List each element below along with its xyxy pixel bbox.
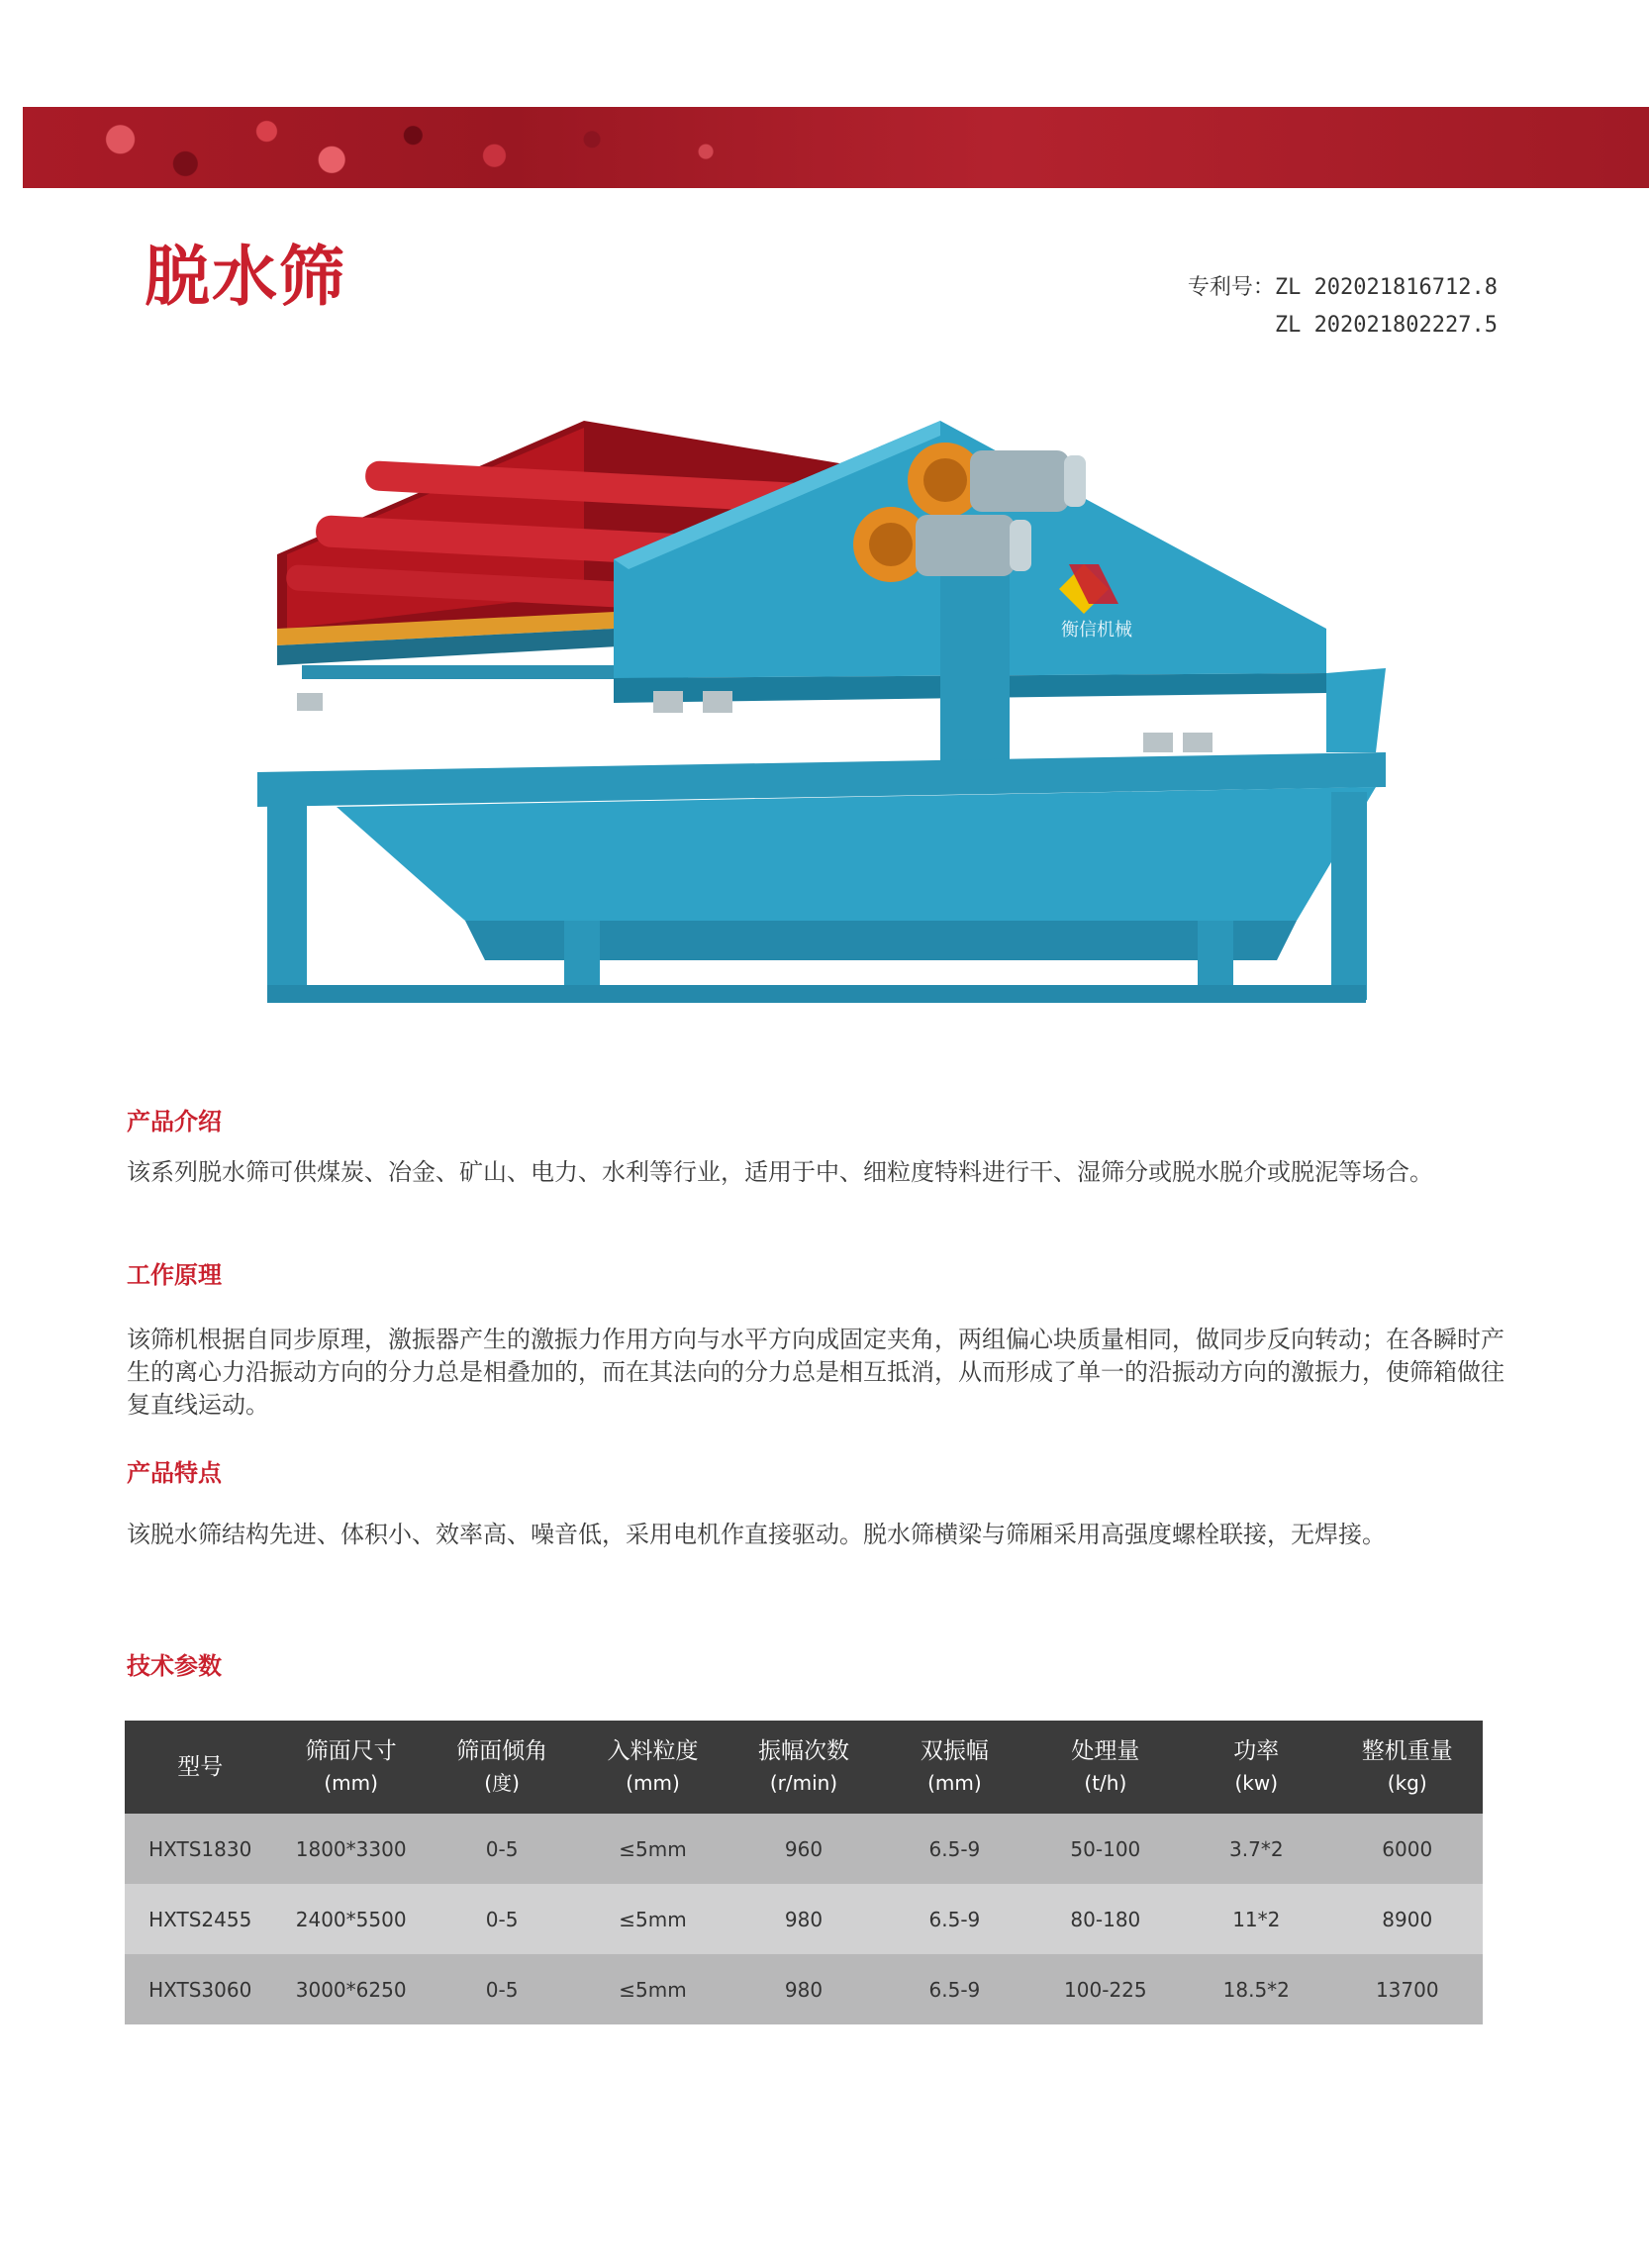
- table-header-cell: 振幅次数 (r/min): [728, 1721, 879, 1814]
- table-cell: 980: [728, 1884, 879, 1954]
- table-header-cell: 筛面尺寸 (mm): [275, 1721, 426, 1814]
- machine-logo-text: 衡信机械: [1061, 620, 1132, 641]
- table-cell: ≤5mm: [577, 1954, 728, 2024]
- features-text: 该脱水筛结构先进、体积小、效率高、噪音低，采用电机作直接驱动。脱水筛横梁与筛厢采用高强度螺栓联接，无焊接。: [127, 1521, 1386, 1548]
- table-header-cell: 处理量 (t/h): [1030, 1721, 1181, 1814]
- table-cell: 0-5: [427, 1884, 577, 1954]
- table-cell: HXTS1830: [125, 1814, 275, 1884]
- table-cell: HXTS3060: [125, 1954, 275, 2024]
- features-heading: 产品特点: [127, 1459, 222, 1487]
- spec-table: [125, 1721, 1483, 2024]
- dewatering-screen-illustration: [247, 406, 1386, 1010]
- table-cell: 6.5-9: [879, 1954, 1029, 2024]
- patent-block: [1188, 269, 1498, 345]
- table-header-cell: 双振幅 (mm): [879, 1721, 1029, 1814]
- table-cell: 18.5*2: [1181, 1954, 1331, 2024]
- table-cell: 1800*3300: [275, 1814, 426, 1884]
- principle-text: 该筛机根据自同步原理，激振器产生的激振力作用方向与水平方向成固定夹角，两组偏心块质量相同，做同步反向转动；在各瞬时产生的离心力沿振动方向的分力总是相叠加的，而在其法向的分力总是相互抵消，从而形成了单一的沿振动方向的激振力，使筛箱做往复直线运动。: [127, 1326, 1504, 1419]
- table-header-cell: 功率 (kw): [1181, 1721, 1331, 1814]
- principle-heading: 工作原理: [127, 1261, 222, 1289]
- table-cell: 13700: [1332, 1954, 1484, 2024]
- header-banner: [23, 107, 1649, 188]
- table-cell: 3.7*2: [1181, 1814, 1331, 1884]
- table-row: [125, 1954, 1483, 2024]
- table-cell: 80-180: [1030, 1884, 1181, 1954]
- table-cell: 2400*5500: [275, 1884, 426, 1954]
- table-header-cell: 整机重量 (kg): [1332, 1721, 1484, 1814]
- motor-upper: [908, 443, 1086, 518]
- table-cell: 6.5-9: [879, 1884, 1029, 1954]
- table-row: [125, 1814, 1483, 1884]
- table-cell: 3000*6250: [275, 1954, 426, 2024]
- table-cell: HXTS2455: [125, 1884, 275, 1954]
- table-cell: 0-5: [427, 1814, 577, 1884]
- table-cell: 50-100: [1030, 1814, 1181, 1884]
- table-header-cell: 型号: [125, 1721, 275, 1814]
- table-cell: 980: [728, 1954, 879, 2024]
- table-cell: 11*2: [1181, 1884, 1331, 1954]
- table-cell: 6000: [1332, 1814, 1484, 1884]
- table-cell: ≤5mm: [577, 1814, 728, 1884]
- specs-heading: 技术参数: [127, 1652, 222, 1680]
- table-cell: 6.5-9: [879, 1814, 1029, 1884]
- table-cell: 960: [728, 1814, 879, 1884]
- intro-text: 该系列脱水筛可供煤炭、冶金、矿山、电力、水利等行业，适用于中、细粒度特料进行干、湿筛分或脱水脱介或脱泥等场合。: [127, 1158, 1433, 1186]
- page-title: 脱水筛: [145, 239, 346, 315]
- intro-heading: 产品介绍: [127, 1108, 222, 1135]
- table-cell: 0-5: [427, 1954, 577, 2024]
- table-row: [125, 1884, 1483, 1954]
- table-cell: ≤5mm: [577, 1884, 728, 1954]
- table-header-cell: 入料粒度 (mm): [577, 1721, 728, 1814]
- patent-number: ZL 202021802227.5: [1274, 313, 1498, 338]
- table-header-row: [125, 1721, 1483, 1814]
- motor-lower: [853, 507, 1031, 582]
- table-cell: 8900: [1332, 1884, 1484, 1954]
- table-header-cell: 筛面倾角 (度): [427, 1721, 577, 1814]
- patent-label: 专利号：: [1187, 275, 1275, 300]
- table-cell: 100-225: [1030, 1954, 1181, 2024]
- patent-number: ZL 202021816712.8: [1274, 275, 1498, 300]
